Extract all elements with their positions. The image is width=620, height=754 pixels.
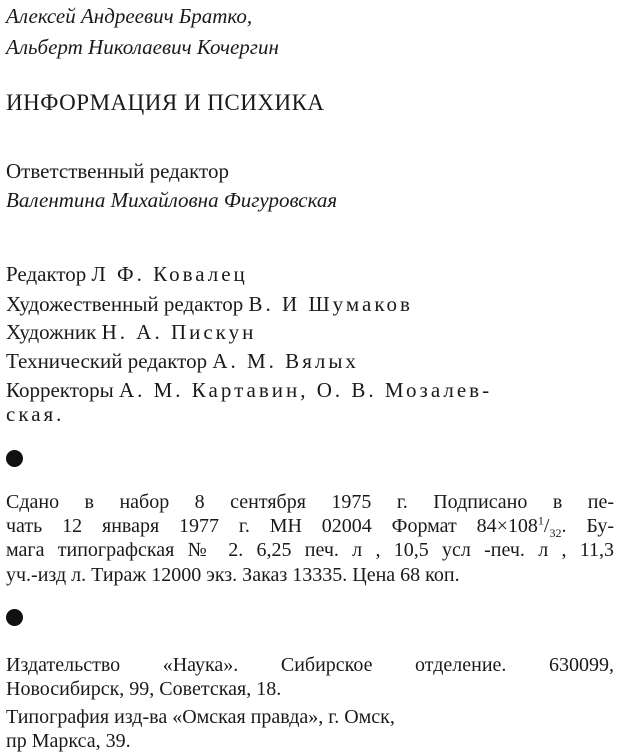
credit-role: Художник [6, 320, 97, 344]
print-info-paper: . Бу- [561, 515, 614, 537]
credit-name: Л Ф. Ковалец [91, 262, 248, 286]
credit-name: В. И Шумаков [248, 292, 413, 316]
book-title: ИНФОРМАЦИЯ И ПСИХИКА [6, 90, 325, 115]
credit-role: Художественный редактор [6, 292, 244, 316]
credit-name: Н. А. Пискун [101, 320, 257, 344]
credit-role: Редактор [6, 262, 87, 286]
credit-name: А. М. Вялых [212, 349, 359, 373]
bullet-dot-icon [6, 450, 23, 467]
print-info-line-2 [6, 515, 614, 538]
credit-role: Технический редактор [6, 349, 208, 373]
credit-role: Корректоры [6, 378, 114, 402]
printer-line-2: пр Маркса, 39. [6, 730, 131, 752]
responsible-editor-name: Валентина Михайловна Фигуровская [6, 188, 338, 212]
credit-correctors [6, 378, 492, 402]
format-slash: / [543, 515, 550, 537]
format-numerator: 1 [537, 515, 544, 528]
credit-artist [6, 320, 256, 344]
publisher-line-1: Издательство «Наука». Сибирское отделение. 630099, [6, 654, 614, 676]
bullet-dot-icon [6, 609, 23, 626]
credit-correctors-cont: ская. [6, 402, 65, 426]
printer-line-1: Типография изд-ва «Омская правда», г. Омск, [6, 706, 395, 728]
credit-name: А. М. Картавин, О. В. Мозалев- [118, 378, 493, 402]
credit-tech-editor [6, 349, 359, 373]
print-info-line-4: уч.-изд л. Тираж 12000 экз. Заказ 13335. Цена 68 коп. [6, 564, 460, 586]
responsible-editor-label: Ответственный редактор [6, 159, 229, 183]
author-1: Алексей Андреевич Братко, [6, 4, 253, 28]
publisher-line-2: Новосибирск, 99, Советская, 18. [6, 678, 282, 700]
credit-art-editor [6, 292, 413, 316]
print-info-line-1: Сдано в набор 8 сентября 1975 г. Подписано в пе- [6, 491, 614, 513]
credit-editor [6, 262, 248, 286]
format-denominator: 32 [549, 526, 562, 538]
print-info-line-3: мага типографская № 2. 6,25 печ. л , 10,5 усл -печ. л , 11,3 [6, 539, 614, 561]
print-info-format: чать 12 января 1977 г. МН 02004 Формат 84×108 [6, 515, 538, 537]
author-2: Альберт Николаевич Кочергин [6, 35, 279, 59]
